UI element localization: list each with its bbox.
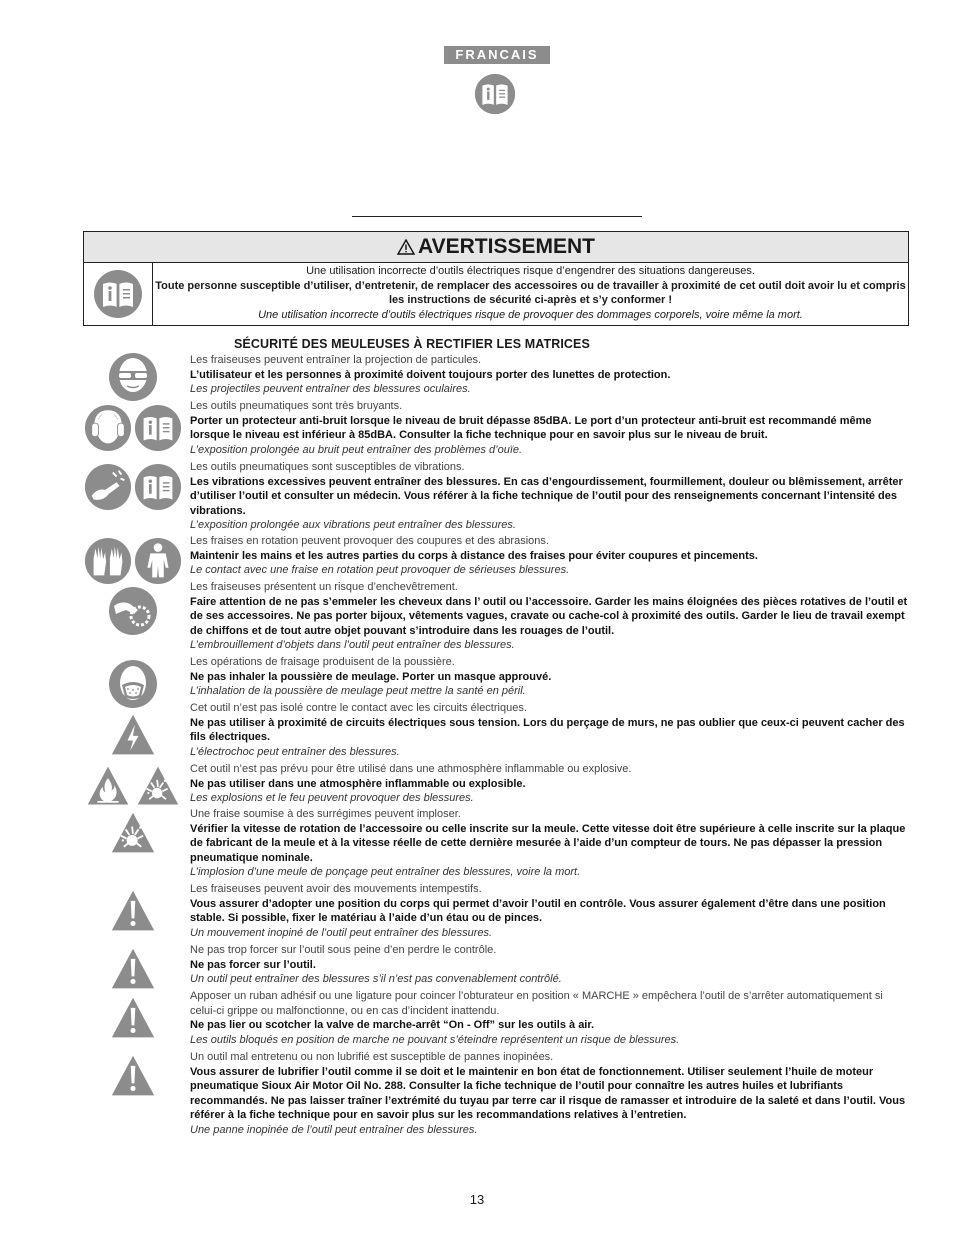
protective-gloves-icon <box>84 537 132 585</box>
item-consequence: Le contact avec une fraise en rotation peut provoquer de sérieuses blessures. <box>190 564 570 576</box>
item-consequence: Les outils bloqués en position de marche ne pouvant s’éteindre représentent un risque de blessures. <box>190 1033 680 1046</box>
item-consequence: L’exposition prolongée au bruit peut entraîner des problèmes d’ouïe. <box>190 443 523 456</box>
safety-item-movement <box>190 882 908 940</box>
warning-line-3: Une utilisation incorrecte d’outils électriques risque de provoquer des dommages corporels, voire même la mort. <box>258 308 803 321</box>
ear-protection-icon <box>84 404 132 452</box>
item-instruction: Ne pas utiliser à proximité de circuits électriques sous tension. Lors du perçage de murs, ne pas oublier que ceux-ci peuvent cacher des fils électriques. <box>190 716 905 743</box>
safety-item-cuts <box>190 534 908 578</box>
warning-title: AVERTISSEMENT <box>418 235 595 258</box>
flammable-hazard-icon <box>84 764 132 808</box>
title-rule <box>352 216 642 217</box>
page-number: 13 <box>469 1192 485 1207</box>
implosion-hazard-icon <box>108 810 158 856</box>
safety-goggles-icon <box>108 352 158 402</box>
safety-item-vibration <box>190 460 908 533</box>
warning-text <box>153 263 908 325</box>
item-intro: Les outils pneumatiques sont susceptibles de vibrations. <box>190 461 465 473</box>
item-intro: Cet outil n’est pas prévu pour être utilisé dans une athmosphère inflammable ou explosive. <box>190 763 632 775</box>
item-consequence: L’électrochoc peut entraîner des blessures. <box>190 745 400 758</box>
item-instruction: Vous assurer de lubrifier l’outil comme il se doit et le maintenir en bon état de fonctionnement. Utiliser seulement l’huile de moteur pneumatique Sioux Air Motor Oil No. 288. Consulter la fiche technique de l’outil pour connaître les autres huiles et lubrifiants recommandés. Ne pas laisser traîner l’extrémité du tuyau par terre car il risque de ramasser et introduire de la saleté et dans l’outil. Vous référer à la fiche technique pour en savoir plus sur les recommandations relatives à l’entretien. <box>190 1065 906 1121</box>
protective-clothing-icon <box>134 537 182 585</box>
item-instruction: Ne pas forcer sur l’outil. <box>190 958 316 971</box>
item-instruction: Ne pas lier ou scotcher la valve de marche-arrêt “On - Off” sur les outils à air. <box>190 1019 595 1031</box>
item-intro: Les fraiseuses peuvent entraîner la projection de particules. <box>190 354 482 366</box>
read-manual-icon <box>474 73 516 115</box>
item-consequence: Un outil peut entraîner des blessures s’il n’est pas convenablement contrôlé. <box>190 973 562 985</box>
item-consequence: Une panne inopinée de l’outil peut entraîner des blessures. <box>190 1123 478 1136</box>
item-instruction: Ne pas inhaler la poussière de meulage. Porter un masque approuvé. <box>190 670 552 683</box>
item-intro: Les outils pneumatiques sont très bruyants. <box>190 400 403 412</box>
exclamation-warning-icon <box>108 995 158 1041</box>
item-intro: Une fraise soumise à des surrégimes peuvent imploser. <box>190 808 461 820</box>
item-instruction: Faire attention de ne pas s’emmeler les cheveux dans l’ outil ou l’accessoire. Garder les mains éloignées des pièces rotatives de l’outil et de ses accessoires. Ne pas porter bijoux, vêtements vagues, cravate ou cache-col à proximité des outils. Garder le lieu de travail exempt de chiffons et de tout autre objet pouvant s’introduire dans les rouages de l’outil. <box>190 595 908 637</box>
item-intro: Un outil mal entretenu ou non lubrifié est susceptible de pannes inopinées. <box>190 1051 554 1063</box>
warning-triangle-icon <box>397 239 415 255</box>
safety-item-force <box>190 943 908 987</box>
item-intro: Ne pas trop forcer sur l’outil sous peine d’en perdre le contrôle. <box>190 944 497 956</box>
safety-item-dust <box>190 655 908 699</box>
safety-item-electrical <box>190 701 908 759</box>
item-consequence: Les projectiles peuvent entraîner des blessures oculaires. <box>190 383 471 395</box>
item-consequence: L’implosion d’une meule de ponçage peut entraîner des blessures, voire la mort. <box>190 866 581 878</box>
explosion-hazard-icon <box>134 764 182 808</box>
read-manual-icon <box>134 463 182 511</box>
exclamation-warning-icon <box>108 1053 158 1099</box>
dust-mask-icon <box>108 659 158 709</box>
exclamation-warning-icon <box>108 946 158 992</box>
item-instruction: Les vibrations excessives peuvent entraîner des blessures. En cas d’engourdissement, fourmillement, douleur ou blêmissement, arrêter d’utiliser l’outil et consulter un médecin. Vous référer à la fiche technique de l’outil pour des renseignements concernant l’intensité des vibrations. <box>190 475 903 517</box>
read-manual-icon <box>93 269 143 319</box>
exclamation-warning-icon <box>108 888 158 934</box>
item-intro: Les fraiseuses présentent un risque d’enchevêtrement. <box>190 581 458 593</box>
warning-box <box>83 231 909 326</box>
warning-header <box>84 232 908 263</box>
read-manual-icon <box>134 404 182 452</box>
warning-icon-cell <box>84 263 153 325</box>
item-instruction: Maintenir les mains et les autres parties du corps à distance des fraises pour éviter coupures et pincements. <box>190 549 758 562</box>
warning-line-1: Une utilisation incorrecte d’outils électriques risque d’engendrer des situations dangereuses. <box>306 265 755 277</box>
item-intro: Cet outil n’est pas isolé contre le contact avec les circuits électriques. <box>190 702 527 714</box>
safety-item-explosive <box>190 762 908 806</box>
item-instruction: Vous assurer d’adopter une position du corps qui permet d’avoir l’outil en contrôle. Vous assurer également d’être dans une position stable. Si possible, fixer le matériau à l’aide d’un étau ou de pinces. <box>190 897 886 924</box>
item-consequence: L’inhalation de la poussière de meulage peut mettre la santé en péril. <box>190 685 526 697</box>
warning-line-2: Toute personne susceptible d’utiliser, d’entretenir, de remplacer des accessoires ou de travailler à proximité de cet outil doit avoir lu et compris les instructions de sécurité ci-après et s’y conformer ! <box>155 279 906 306</box>
entanglement-hazard-icon <box>108 586 158 636</box>
item-instruction: Ne pas utiliser dans une atmosphère inflammable ou explosible. <box>190 777 526 790</box>
vibration-hazard-icon <box>84 463 132 511</box>
safety-item-noise <box>190 399 908 457</box>
item-intro: Les fraises en rotation peuvent provoquer des coupures et des abrasions. <box>190 535 549 547</box>
safety-item-entanglement <box>190 580 908 653</box>
item-instruction: Vérifier la vitesse de rotation de l’accessoire ou celle inscrite sur la meule. Cette vitesse doit être supérieure à celle inscrite sur la plaque de fabricant de la meule et à la vitesse réelle de cette dernière mesurée à l’aide d’un compteur de tours. Ne pas dépasser la pression pneumatique nominale. <box>190 822 906 864</box>
item-intro: Apposer un ruban adhésif ou une ligature pour coincer l’obturateur en position « MARCHE » empêchera l’outil de s’arrêter automatiquement si celui-ci grippe ou malfonctionne, ou en cas d’incident inattendu. <box>190 990 883 1017</box>
item-consequence: L’exposition prolongée aux vibrations peut entraîner des blessures. <box>190 519 516 531</box>
item-consequence: Un mouvement inopiné de l’outil peut entraîner des blessures. <box>190 926 493 939</box>
safety-item-eye <box>190 353 908 397</box>
safety-item-implosion <box>190 807 908 880</box>
electric-shock-icon <box>108 712 158 758</box>
item-instruction: Porter un protecteur anti-bruit lorsque le niveau de bruit dépasse 85dBA. Le port d’un protecteur anti-bruit est recommandé même lorsque le niveau est inférieur à 85dBA. Consulter la fiche technique pour en savoir plus sur le niveau de bruit. <box>190 414 872 441</box>
item-instruction: L’utilisateur et les personnes à proximité doivent toujours porter des lunettes de protection. <box>190 368 671 381</box>
item-consequence: L’embrouillement d’objets dans l’outil peut entraîner des blessures. <box>190 639 515 651</box>
item-intro: Les fraiseuses peuvent avoir des mouvements intempestifs. <box>190 883 482 895</box>
section-title: SÉCURITÉ DES MEULEUSES À RECTIFIER LES MATRICES <box>234 337 590 351</box>
language-badge: FRANCAIS <box>444 46 550 64</box>
item-consequence: Les explosions et le feu peuvent provoquer des blessures. <box>190 792 474 804</box>
safety-item-throttle <box>190 989 908 1047</box>
item-intro: Les opérations de fraisage produisent de la poussière. <box>190 656 455 668</box>
safety-item-maintenance <box>190 1050 908 1137</box>
